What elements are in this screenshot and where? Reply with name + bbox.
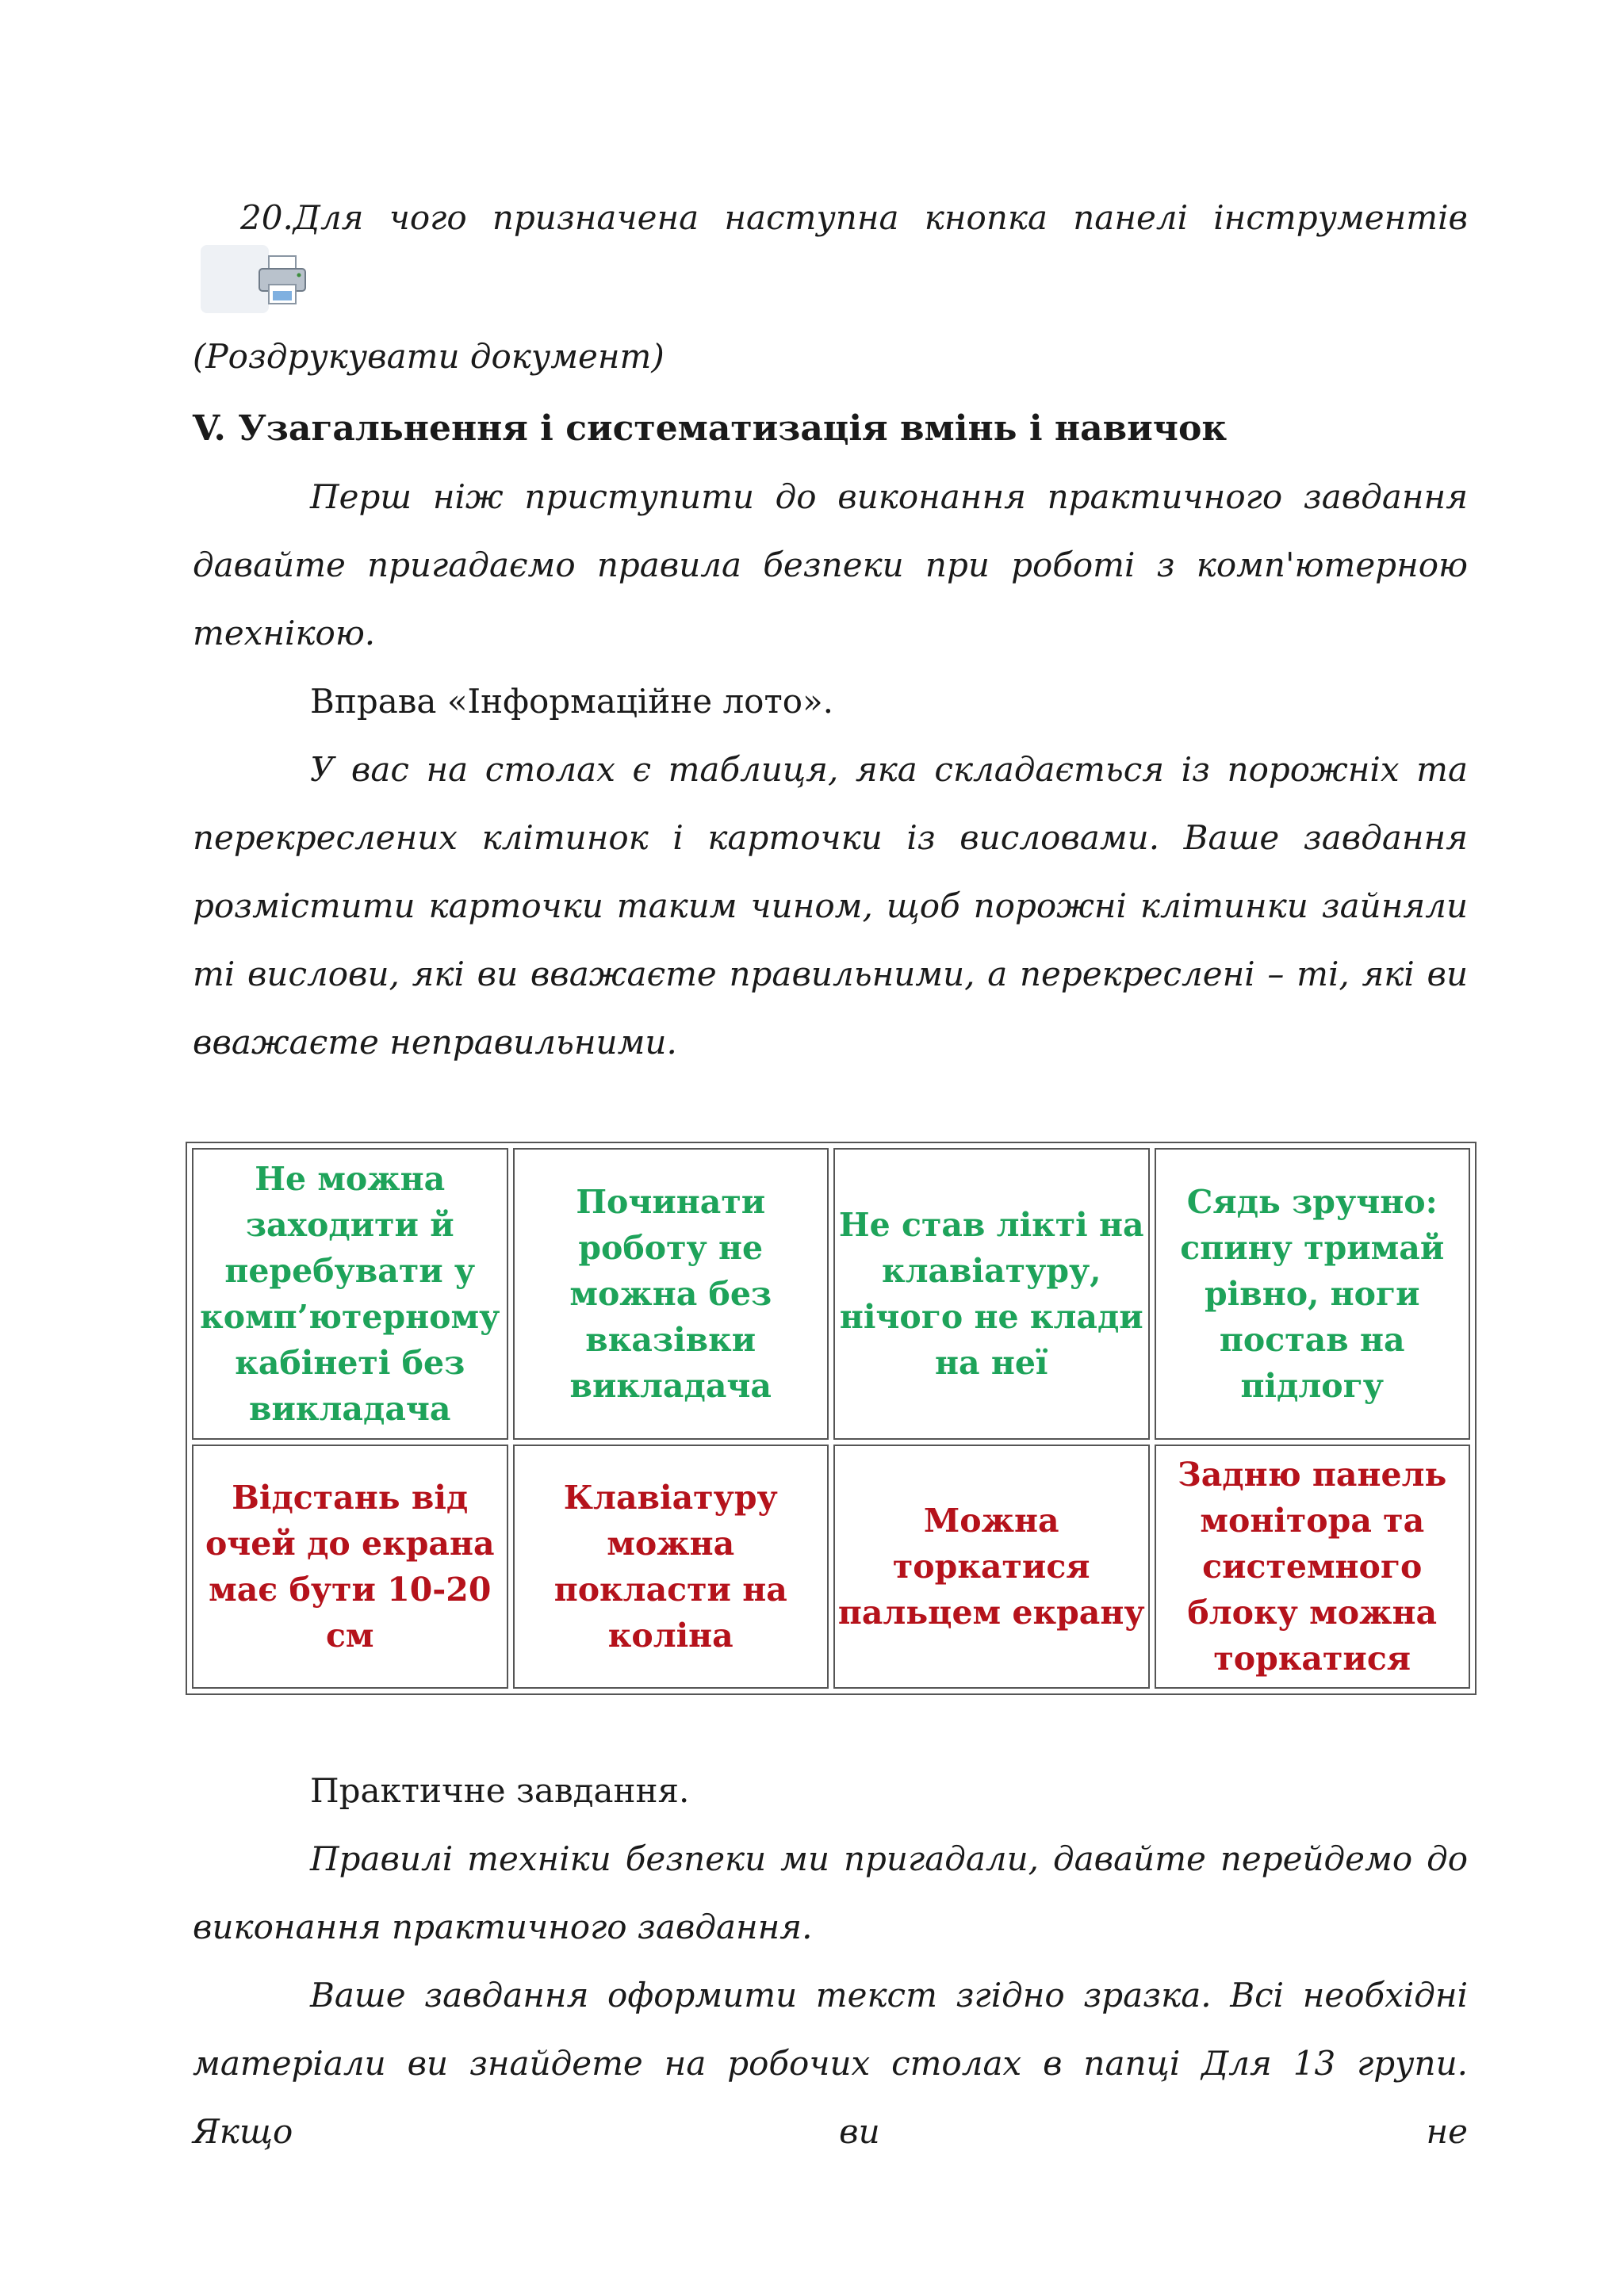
table-cell: Клавіатуру можна покласти на коліна (513, 1445, 829, 1689)
table-cell: Відстань від очей до екрана має бути 10-20 см (192, 1445, 508, 1689)
table-cell: Не став лікті на клавіатуру, нічого не клади на неї (833, 1148, 1150, 1440)
practice-section (193, 1757, 1468, 2166)
safety-intro: Перш ніж приступити до виконання практичного завдання давайте пригадаємо правила безпеки при роботі з комп'ютерною технікою. (193, 477, 1468, 652)
question-20 (193, 184, 1468, 391)
table-cell: Сядь зручно: спину тримай рівно, ноги постав на підлогу (1155, 1148, 1471, 1440)
table-cell: Не можна заходити й перебувати у комп’ютерному кабінеті без викладача (192, 1148, 508, 1440)
practice-paragraph-2: Ваше завдання оформити текст згідно зразка. Всі необхідні матеріали ви знайдете на робочих столах в папці Для 13 групи. Якщо ви не (193, 1976, 1468, 2151)
question-text: 20.Для чого призначена наступна кнопка панелі інструментів (240, 198, 1468, 237)
table-cell: Задню панель монітора та системного блоку можна торкатися (1155, 1445, 1471, 1689)
question-20-text (193, 184, 1468, 323)
practice-paragraph-1: Правилі техніки безпеки ми пригадали, давайте перейдемо до виконання практичного завдання. (193, 1839, 1468, 1946)
lotto-table (186, 1142, 1477, 1695)
table-cell: Починати роботу не можна без вказівки викладача (513, 1148, 829, 1440)
section-5 (193, 395, 1468, 1077)
practice-title: Практичне завдання. (310, 1771, 690, 1810)
table-row (192, 1445, 1470, 1689)
question-20-answer: (Роздрукувати документ) (193, 337, 665, 376)
printer-icon (201, 245, 269, 313)
table-row (192, 1148, 1470, 1440)
exercise-title: Вправа «Інформаційне лото». (310, 682, 834, 721)
table-cell: Можна торкатися пальцем екрану (833, 1445, 1150, 1689)
section-heading: V. Узагальнення і систематизація вмінь і навичок (193, 408, 1228, 449)
exercise-instructions: У вас на столах є таблиця, яка складається із порожніх та перекреслених клітинок і карточки із висловами. Ваше завдання розмістити карточки таким чином, щоб порожні клітинки зайняли ті вислови, які ви вважаєте правильними, а перекреслені – ті, які ви вважаєте неправильними. (193, 750, 1468, 1062)
